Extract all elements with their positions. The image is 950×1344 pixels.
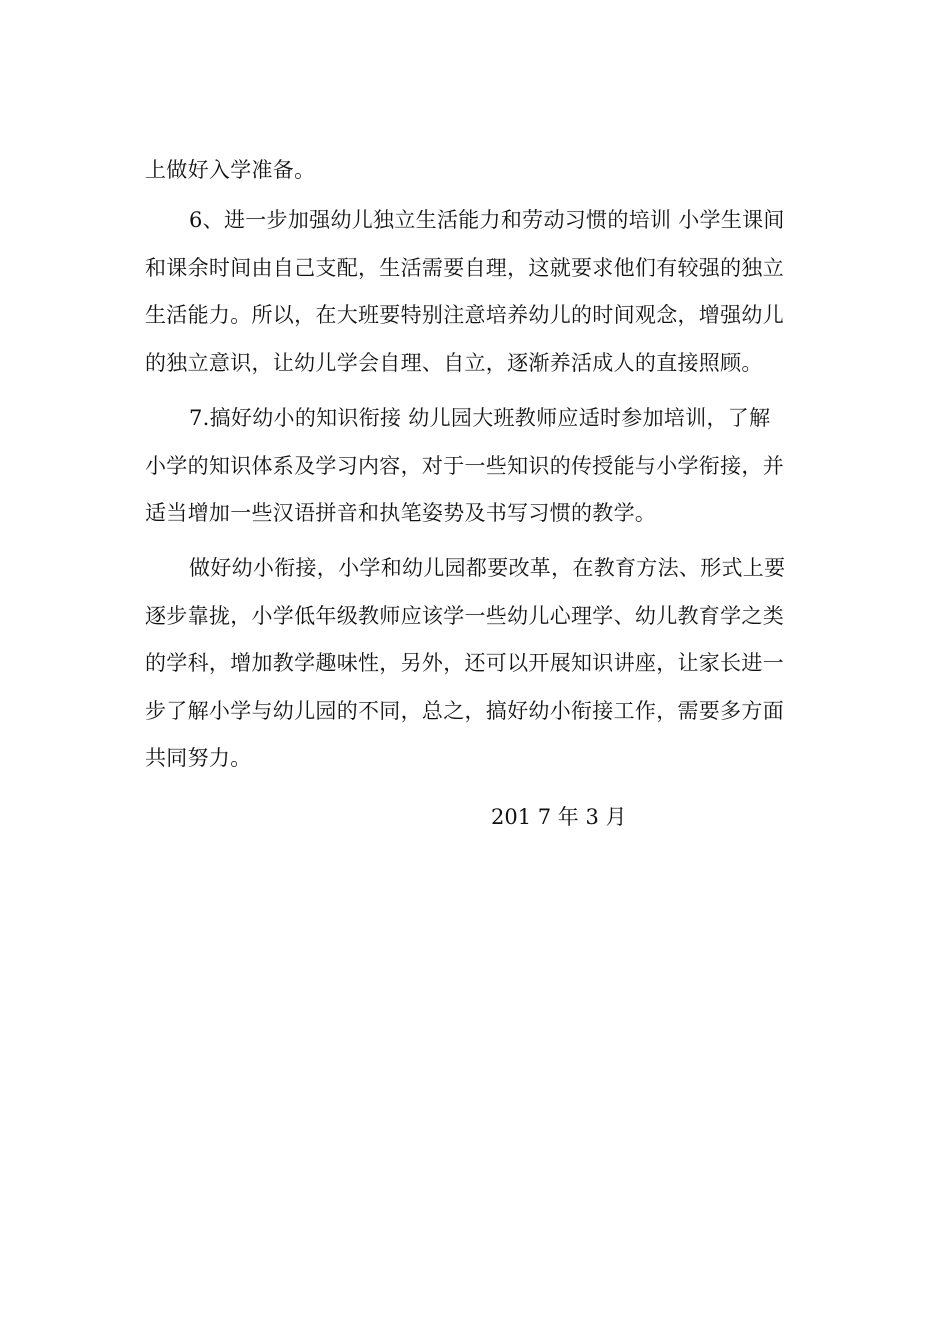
text-line: 适当增加一些汉语拼音和执笔姿势及书写习惯的教学。 [145,501,657,525]
text-line: 的学科，增加教学趣味性，另外，还可以开展知识讲座，让家长进一 [145,651,784,675]
paragraph-conclusion [145,545,825,783]
text-line: 7.搞好幼小的知识衔接 幼儿园大班教师应适时参加培训，了解 [189,406,771,430]
document-date: 201 7 年 3 月 [491,805,627,829]
text-line: 小学的知识体系及学习内容，对于一些知识的传授能与小学衔接，并 [145,453,784,478]
text-line: 上做好入学准备。 [145,158,316,182]
paragraph-item-6 [145,197,825,387]
text-line: 共同努力。 [145,746,252,770]
text-line: 步了解小学与幼儿园的不同，总之，搞好幼小衔接工作，需要多方面 [145,698,784,723]
text-line: 逐步靠拢，小学低年级教师应该学一些幼儿心理学、幼儿教育学之类 [145,603,784,628]
paragraph-item-7 [145,395,825,538]
text-line: 做好幼小衔接，小学和幼儿园都要改革，在教育方法、形式上要 [189,556,786,580]
paragraph-continuation [145,147,825,195]
text-line: 的独立意识，让幼儿学会自理、自立，逐渐养活成人的直接照顾。 [145,350,763,375]
text-line: 和课余时间由自己支配，生活需要自理，这就要求他们有较强的独立 [145,255,784,280]
text-line: 生活能力。所以，在大班要特别注意培养幼儿的时间观念，增强幼儿 [145,303,784,327]
text-line: 6、进一步加强幼儿独立生活能力和劳动习惯的培训 小学生课间 [189,208,785,232]
